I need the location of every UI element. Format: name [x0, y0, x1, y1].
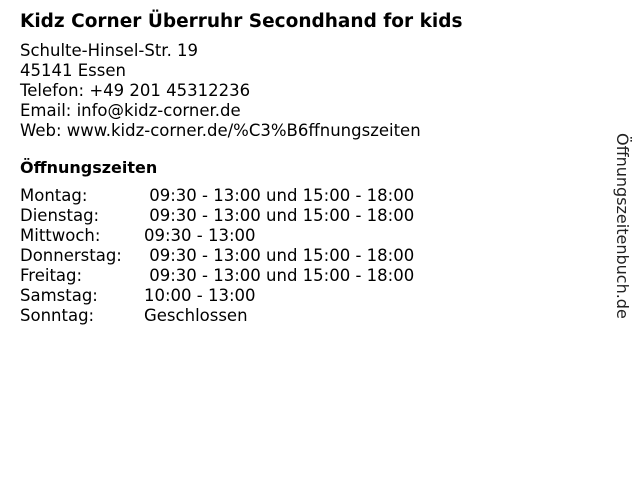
contact-block	[20, 41, 600, 141]
hours-row	[20, 306, 414, 326]
time-value: 09:30 - 13:00 und 15:00 - 18:00	[144, 246, 415, 265]
day-label: Freitag:	[20, 266, 83, 285]
brand-watermark: Öffnungszeitenbuch.de	[613, 133, 632, 319]
day-label: Montag:	[20, 186, 88, 205]
time-value: 09:30 - 13:00 und 15:00 - 18:00	[144, 266, 415, 285]
business-card	[20, 10, 600, 326]
opening-hours-table	[20, 186, 414, 326]
hours-row	[20, 226, 414, 246]
city-address: 45141 Essen	[20, 61, 126, 80]
hours-row	[20, 246, 414, 266]
street-address: Schulte-Hinsel-Str. 19	[20, 41, 199, 60]
hours-row	[20, 266, 414, 286]
hours-row	[20, 186, 414, 206]
time-value: 09:30 - 13:00 und 15:00 - 18:00	[144, 206, 415, 225]
day-label: Samstag:	[20, 286, 98, 305]
web-line: Web: www.kidz-corner.de/%C3%B6ffnungszeiten	[20, 121, 421, 140]
hours-row	[20, 206, 414, 226]
opening-hours-heading: Öffnungszeiten	[20, 158, 158, 177]
time-value: 09:30 - 13:00 und 15:00 - 18:00	[144, 186, 415, 205]
day-label: Dienstag:	[20, 206, 100, 225]
time-value: 10:00 - 13:00	[144, 286, 256, 305]
day-label: Sonntag:	[20, 306, 95, 325]
time-value: 09:30 - 13:00	[144, 226, 256, 245]
day-label: Donnerstag:	[20, 246, 122, 265]
time-value: Geschlossen	[144, 306, 248, 325]
email-line: Email: info@kidz-corner.de	[20, 101, 241, 120]
day-label: Mittwoch:	[20, 226, 101, 245]
hours-row	[20, 286, 414, 306]
business-name: Kidz Corner Überruhr Secondhand for kids	[20, 11, 463, 32]
phone-line: Telefon: +49 201 45312236	[20, 81, 251, 100]
